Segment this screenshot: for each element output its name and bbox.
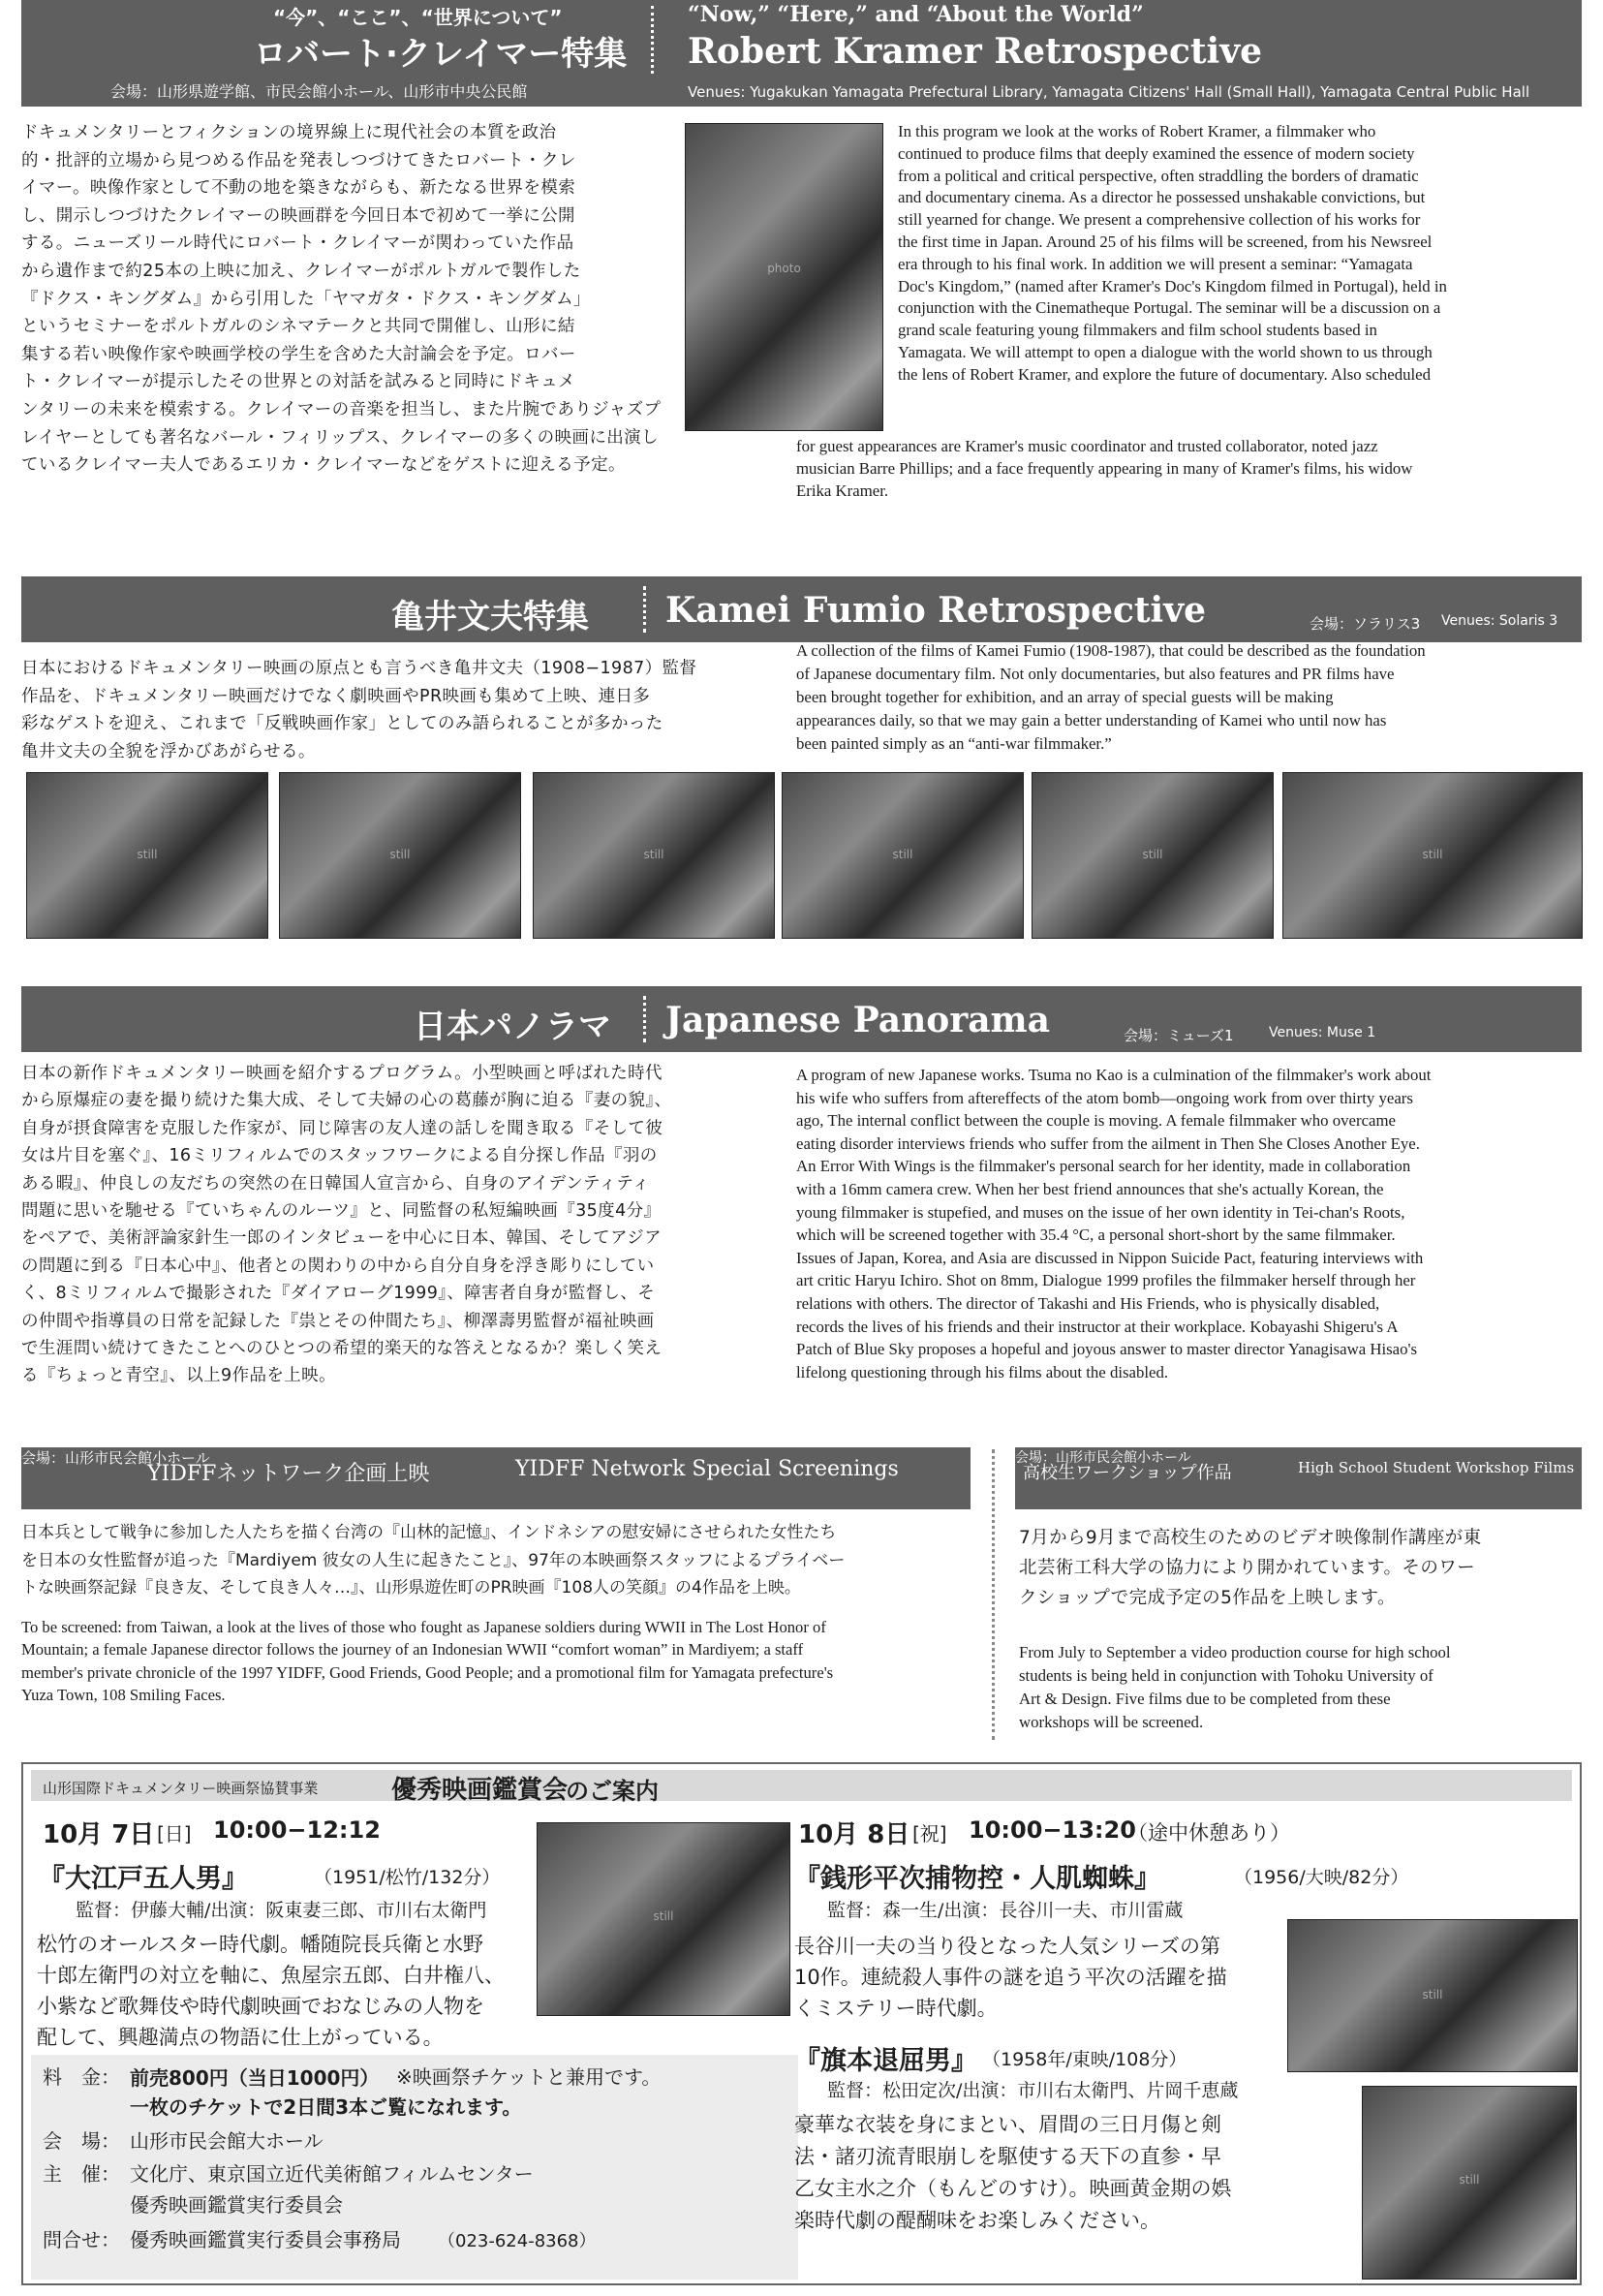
host-label: 主 催： [43,2162,120,2186]
panorama-jp-venue: 会場：ミューズ1 [1124,1027,1234,1044]
fee-note: ※映画祭チケットと兼用です。 [396,2065,662,2089]
kramer-portrait-photo: photo [685,123,883,431]
kramer-jp-venue: 会場：山形県遊学館、市民会館小ホール、山形市中央公民館 [110,82,528,101]
kamei-film-still-5: still [1032,772,1274,939]
kamei-en-title: Kamei Fumio Retrospective [665,590,1207,631]
kramer-header-band [21,0,1582,107]
highschool-jp-title: 高校生ワークショップ作品 [1023,1463,1232,1483]
film3-title: 『旗本退屈男』 [794,2046,977,2076]
film3-still: still [1362,2086,1577,2280]
yushu-title-suffix: のご案内 [566,1778,659,1805]
fee-label: 料 金： [43,2065,120,2089]
network-en-title: YIDFF Network Special Screenings [515,1457,899,1481]
network-jp-venue: 会場：山形市民会館小ホール [21,1449,210,1467]
highschool-jp-text: 7月から9月まで高校生のためのビデオ映像制作講座が東 北芸術工科大学の協力により開かれています。そのワー クショップで完成予定の5作品を上映します。 [1019,1528,1482,1608]
panorama-en-text: A program of new Japanese works. Tsuma no Kao is a culmination of the filmmaker's work about his wife who suffers from aftereffects of the atom bomb—ongoing work from over thirty years ago, The internal conflict between the couple is moving. A female filmmaker who overcame eating disorder interviews friends who suffer from the ailment in Then She Closes Another Eye. An Error With Wings is the filmmaker's personal search for her identity, made in collaboration with a 16mm camera crew. When her best friend announces that she's actually Korean, the young filmmaker is stupefied, and muses on the issue of her own identity in Tei-chan's Roots, which will be screened together with 35.4 °C, a personal short-short by the same filmmaker. Issues of Japan, Korea, and Asia are discussed in Nippon Suicide Pact, featuring interviews with art critic Haryu Ichiro. Shot on 8mm, Dialogue 1999 profiles the filmmaker herself through her relations with others. The director of Takashi and His Friends, who is physically disabled, records the lives of his friends and their instructor at their workplace. Kobayashi Shigeru's A Patch of Blue Sky proposes a hopeful and joyous answer to master director Yanagisawa Hisao's lifelong questioning through his films about the disabled. [796,1066,1432,1381]
panorama-jp-text: 日本の新作ドキュメンタリー映画を紹介するプログラム。小型映画と呼ばれた時代 から原爆症の妻を撮り続けた集大成、そして夫婦の心の葛藤が胸に迫る『妻の貌』、 自身が摂食障害を克服した作家が、同じ障害の友人達の話しを聞き取る『そして彼 女は片目を塞ぐ』、16ミリフィルムでのスタッフワークによる自分探し作品『羽の ある暇』、仲良しの友だちの突然の在日韓国人宣言から、自身のアイデンティティ 問題に思いを馳せる『ていちゃんのルーツ』と、同監督の私短編映画『35度4分』 をペアで、美術評論家針生一郎のインタビューを中心に日本、韓国、そしてアジア の問題に到る『日本心中』、他者との関わりの中から自分自身を浮き彫りにしてい く、8ミリフィルムで撮影された『ダイアローグ1999』、障害者自身が監督し、そ の仲間や指導員の日常を記録した『祟とその仲間たち』、柳澤壽男監督が福祉映画 で生涯問い続けてきたことへのひとつの希望的楽天的な答えとなるか？楽しく笑え る『ちょっと青空』、以上9作品を上映。 [21,1064,672,1386]
fee-value: 前売800円（当日1000円） [130,2066,380,2090]
yushu-title: 優秀映画鑑賞会 [391,1776,569,1805]
film1-credits: 監督：伊藤大輔/出演：阪東妻三郎、市川右太衛門 [76,1900,487,1921]
highschool-header-band [1015,1447,1582,1509]
contact-value: 優秀映画鑑賞実行委員会事務局 [130,2228,401,2251]
kamei-film-still-1: still [26,772,268,939]
kramer-jp-title: ロバート·クレイマー特集 [254,35,628,74]
kamei-jp-venue: 会場：ソラリス3 [1310,615,1421,633]
section-divider-dotted [992,1449,995,1740]
day1-time: 10:00−12:12 [213,1816,381,1844]
day2-note: （途中休憩あり） [1127,1821,1290,1845]
film1-still: still [537,1822,790,2016]
contact-label: 問合せ： [43,2228,120,2251]
kamei-film-still-3: still [533,772,775,939]
panorama-title-divider [643,996,646,1042]
day2-date: 10月 8日 [798,1820,910,1849]
kamei-header-band [21,576,1582,642]
yushu-box [21,1762,1582,2285]
panorama-en-title: Japanese Panorama [665,1000,1050,1040]
kamei-jp-text: 日本におけるドキュメンタリー映画の原点とも言うべき亀井文夫（1908−1987）監督 作品を、ドキュメンタリー映画だけでなく劇映画やPR映画も集めて上映、連日多 彩なゲストを迎え、これまで「反戦映画作家」としてのみ語られることが多かった 亀井文夫の全貌を浮かびあがらせる。 [21,659,697,761]
panorama-en-venue: Venues: Muse 1 [1269,1025,1376,1040]
network-jp-text: 日本兵として戦争に参加した人たちを描く台湾の『山林的記憶』、インドネシアの慰安婦にさせられた女性たち を日本の女性監督が追った『Mardiyem 彼女の人生に起きたこと』、97年の本映画祭スタッフによるプライベー トな映画祭記録『良き友、そして良き人々…』、山形県遊佐町のPR映画『108人の笑顔』の4作品を上映。 [21,1523,846,1598]
day1-weekday: [日] [157,1822,192,1846]
kamei-title-divider [643,586,646,633]
film3-info: （1958年/東映/108分） [982,2049,1187,2070]
kamei-en-text: A collection of the films of Kamei Fumio (1908-1987), that could be described as the foundation of Japanese documentary film. Not only documentaries, but also features and PR films have been brought together for exhibition, and an array of special guests will be making appearances daily, so that we may gain a better understanding of Kamei who until now has been painted simply as an “anti-war filmmaker.” [796,641,1426,753]
highschool-en-title: High School Student Workshop Films [1298,1459,1575,1476]
host-value-2: 優秀映画鑑賞実行委員会 [130,2193,343,2217]
kamei-film-still-2: still [279,772,521,939]
highschool-en-text: From July to September a video production course for high school students is being held in conjunction with Tohoku University of Art & Design. Five films due to be completed from these workshops will be screened. [1019,1643,1451,1731]
kramer-en-text-tail: for guest appearances are Kramer's music coordinator and trusted collaborator, noted jazz musician Barre Phillips; and a face frequently appearing in many of Kramer's films, his widow Erika Kramer. [796,437,1413,500]
kamei-film-still-4: still [782,772,1024,939]
film3-description: 豪華な衣装を身にまとい、眉間の三日月傷と剣 法・諸刃流青眼崩しを駆使する天下の直参・早 乙女主水之介（もんどのすけ）。映画黄金期の娯 楽時代劇の醍醐味をお楽しみください。 [794,2113,1232,2232]
panorama-jp-title: 日本パノラマ [414,1008,611,1046]
kamei-en-venue: Venues: Solaris 3 [1441,613,1558,629]
kramer-en-subtitle: “Now,” “Here,” and “About the World” [688,2,1144,27]
film1-title: 『大江戸五人男』 [39,1864,248,1894]
film1-info: （1951/松竹/132分） [314,1867,501,1888]
film1-description: 松竹のオールスター時代劇。幡随院長兵衛と水野 十郎左衛門の対立を軸に、魚屋宗五郎、白井権八、 小紫など歌舞伎や時代劇映画でおなじみの人物を 配して、興趣満点の物語に仕上がっている。 [37,1933,505,2049]
kamei-jp-title: 亀井文夫特集 [391,598,589,636]
kramer-title-divider [651,6,654,74]
kramer-jp-subtitle: “今”、“ここ”、“世界について” [273,6,563,29]
kramer-en-venue: Venues: Yugakukan Yamagata Prefectural Library, Yamagata Citizens' Hall (Small Hall), Yamagata Central Public Hall [688,83,1530,101]
film3-credits: 監督：松田定次/出演：市川右太衛門、片岡千恵蔵 [827,2080,1239,2101]
day2-time: 10:00−13:20 [969,1816,1136,1844]
yushu-organizer: 山形国際ドキュメンタリー映画祭協賛事業 [43,1780,319,1797]
venue-label: 会 場： [43,2129,120,2153]
kramer-en-text: In this program we look at the works of Robert Kramer, a filmmaker who continued to produce films that deeply examined the essence of modern society from a political and critical perspective, often straddling the borders of dramatic and documentary cinema. As a director he possessed unshakable convictions, but still yearned for change. We present a comprehensive collection of his works for the first time in Japan. Around 25 of his films will be screened, from his Newsreel era through to his final work. In addition we will present a seminar: “Yamagata Doc's Kingdom,” (named after Kramer's Doc's Kingdom filmed in Portugal), held in conjunction with the Cinematheque Portugal. The seminar will be a discussion on a grand scale featuring young filmmakers and film school students based in Yamagata. We will attempt to open a dialogue with the world shown to us through the lens of Robert Kramer, and explore the future of documentary. Also scheduled [898,122,1447,384]
film2-info: （1956/大映/82分） [1234,1867,1409,1888]
fee-line2: 一枚のチケットで2日間3本ご覧になれます。 [130,2095,522,2119]
kamei-film-still-6: still [1282,772,1583,939]
panorama-header-band [21,986,1582,1052]
film2-credits: 監督：森一生/出演：長谷川一夫、市川雷蔵 [827,1900,1184,1921]
day1-date: 10月 7日 [43,1820,155,1849]
venue-value: 山形市民会館大ホール [130,2129,324,2153]
network-en-text: To be screened: from Taiwan, a look at the lives of those who fought as Japanese soldiers during WWII in The Lost Honor of Mountain; a female Japanese director follows the journey of an Indonesian WWII “comfort woman” in Mardiyem; a staff member's private chronicle of the 1997 YIDFF, Good Friends, Good People; and a promotional film for Yamagata prefecture's Yuza Town, 108 Smiling Faces. [21,1618,834,1705]
film2-title: 『銭形平次捕物控・人肌蜘蛛』 [794,1864,1160,1894]
day2-weekday: [祝] [912,1822,947,1846]
film2-description: 長谷川一夫の当り役となった人気シリーズの第 10作。連続殺人事件の謎を追う平次の活躍を描 くミステリー時代劇。 [794,1935,1227,2020]
host-value-1: 文化庁、東京国立近代美術館フィルムセンター [130,2162,534,2186]
network-jp-title: YIDFFネットワーク企画上映 [147,1462,430,1486]
kramer-en-title: Robert Kramer Retrospective [688,31,1263,72]
film2-still: still [1287,1919,1578,2072]
kramer-jp-text: ドキュメンタリーとフィクションの境界線上に現代社会の本質を政治 的・批評的立場から見つめる作品を発表しつづけてきたロバート・クレ イマー。映像作家として不動の地を築きながらも、新たなる世界を模索 し、開示しつづけたクレイマーの映画群を今回日本で初めて一挙に公開 する。ニューズリール時代にロバート・クレイマーが関わっていた作品 から遺作まで約25本の上映に加え、クレイマーがポルトガルで製作した 『ドクス・キングダム』から引用した「ヤマガタ・ドクス・キングダム」 というセミナーをポルトガルのシネマテークと共同で開催し、山形に結 集する若い映像作家や映画学校の学生を含めた大討論会を予定。ロバー ト・クレイマーが提示したその世界との対話を試みると同時にドキュメ ンタリーの未来を模索する。クレイマーの音楽を担当し、また片腕でありジャズプ レイヤーとしても著名なバール・フィリップス、クレイマーの多くの映画に出演し ているクレイマー夫人であるエリカ・クレイマーなどをゲストに迎える予定。 [21,123,662,476]
highschool-jp-venue: 会場：山形市民会館小ホール [1015,1450,1191,1466]
network-header-band [21,1447,971,1509]
contact-phone: （023-624-8368） [438,2231,597,2251]
